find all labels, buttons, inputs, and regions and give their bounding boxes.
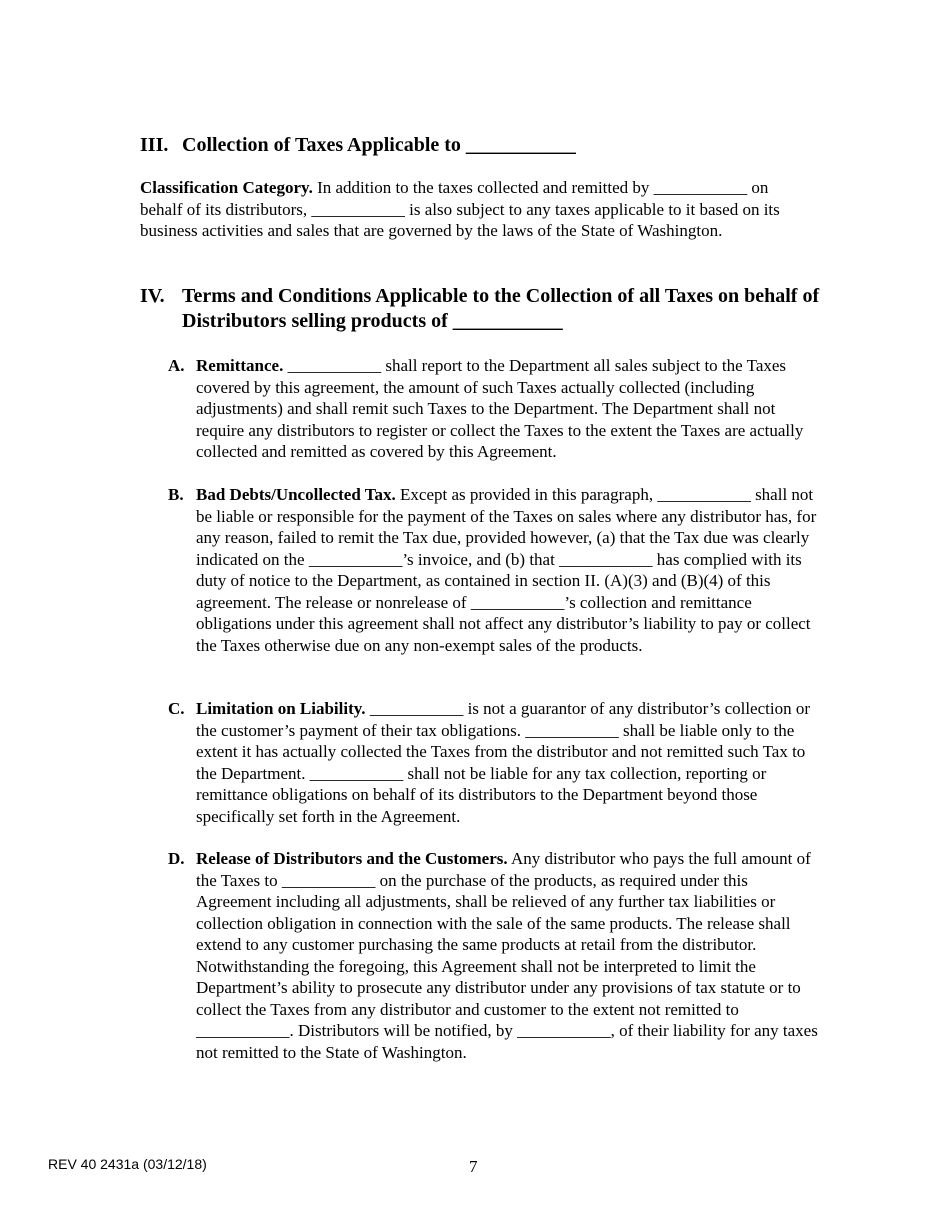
item-a-text: ___________ shall report to the Department all sales subject to the Taxes covered by this agreement, the amount of such Taxes actually collected (including adjustments) and shall remit such Taxes to the Department. The Department shall not require any distributors to register or collect the Taxes to the extent the Taxes are actually collected and remitted as covered by this Agreement.: [196, 356, 804, 461]
item-c-lead: Limitation on Liability.: [196, 699, 366, 718]
item-b-text: Except as provided in this paragraph, ___________ shall not be liable or responsible for the payment of the Taxes on sales where any distributor has, for any reason, failed to remit the Tax due, provided however, (a) that the Tax due was clearly indicated on the ___________’s invoice, and (b) that ___________ has complied with its duty of notice to the Department, as contained in section II. (A)(3) and (B)(4) of this agreement. The release or nonrelease of ___________’s collection and remittance obligations under this agreement shall not affect any distributor’s liability to pay or collect the Taxes otherwise due on any non-exempt sales of the products.: [196, 485, 817, 655]
section-3-heading: [140, 133, 820, 158]
item-b-lead: Bad Debts/Uncollected Tax.: [196, 485, 396, 504]
item-a-letter: A.: [168, 356, 185, 375]
section-4-heading: [140, 284, 820, 334]
footer-form-id: REV 40 2431a (03/12/18): [48, 1156, 207, 1172]
footer-page-number: 7: [469, 1157, 478, 1176]
classification-paragraph: [140, 177, 805, 242]
section-3-title: Collection of Taxes Applicable to ___________: [182, 134, 576, 156]
item-c-text: ___________ is not a guarantor of any distributor’s collection or the customer’s payment of their tax obligations. ___________ shall be liable only to the extent it has actually collected the Taxes from the distributor and not remitted such Tax to the Department. ___________ shall not be liable for any tax collection, reporting or remittance obligations on behalf of its distributors to the Department beyond those specifically set forth in the Agreement.: [196, 699, 811, 826]
section-4-title: Terms and Conditions Applicable to the Collection of all Taxes on behalf of Distributors selling products of ___________: [182, 285, 820, 332]
item-c-limitation: [168, 698, 818, 827]
item-d-release: [168, 848, 818, 1063]
item-b-bad-debts: [168, 484, 818, 656]
item-b-letter: B.: [168, 485, 184, 504]
item-d-text: Any distributor who pays the full amount of the Taxes to ___________ on the purchase of the products, as required under this Agreement including all adjustments, shall be relieved of any further tax liabilities or collection obligation in connection with the sale of the same products. The release shall extend to any customer purchasing the same products at retail from the distributor. Notwithstanding the foregoing, this Agreement shall not be interpreted to limit the Department’s ability to prosecute any distributor under any provisions of tax statute or to collect the Taxes from any distributor and customer to the extent not remitted to ___________. Distributors will be notified, by ___________, of their liability for any taxes not remitted to the State of Washington.: [196, 849, 818, 1062]
classification-lead: Classification Category.: [140, 178, 313, 197]
item-d-lead: Release of Distributors and the Customers.: [196, 849, 508, 868]
item-d-letter: D.: [168, 849, 185, 868]
section-3-number: III.: [140, 134, 169, 156]
section-4-number: IV.: [140, 285, 165, 307]
classification-text: In addition to the taxes collected and remitted by ___________ on behalf of its distributors, ___________ is also subject to any taxes applicable to it based on its business activities and sales that are governed by the laws of the State of Washington.: [140, 178, 780, 240]
item-a-remittance: [168, 355, 818, 463]
item-a-lead: Remittance.: [196, 356, 284, 375]
item-c-letter: C.: [168, 699, 185, 718]
